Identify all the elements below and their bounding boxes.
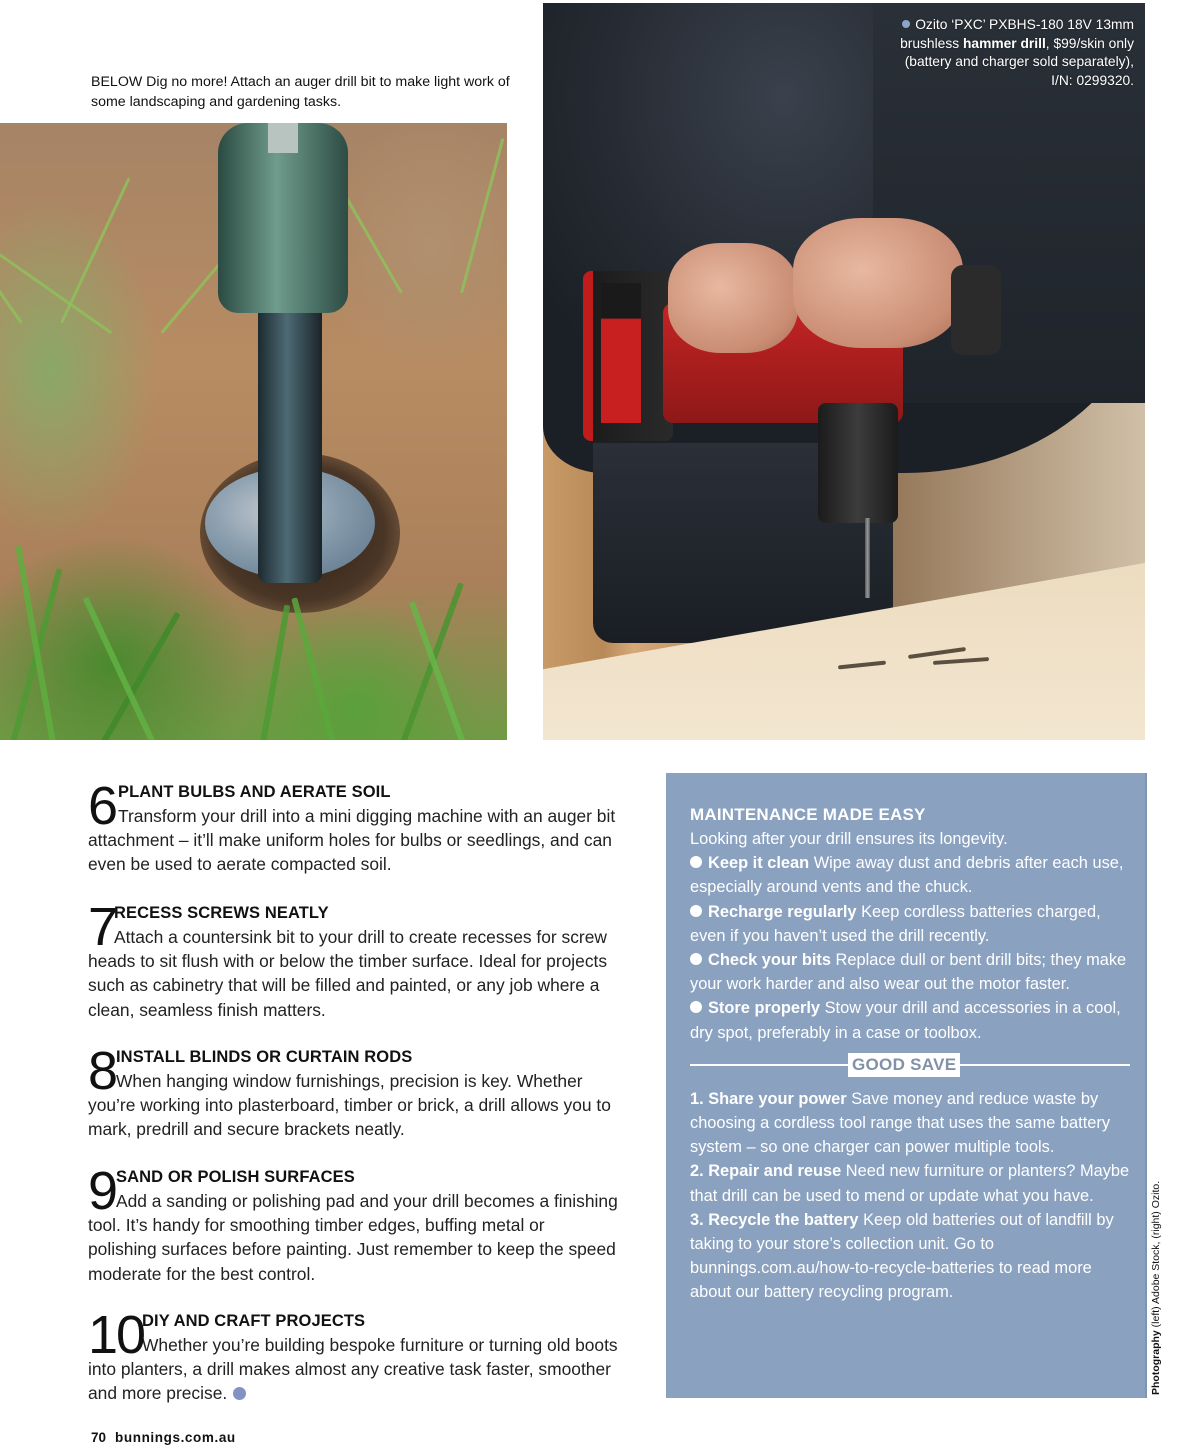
drill-photo	[543, 3, 1145, 740]
tip-title: SAND OR POLISH SURFACES	[116, 1168, 355, 1186]
sidebar-title: MAINTENANCE MADE EASY	[690, 805, 926, 824]
tip-title: INSTALL BLINDS OR CURTAIN RODS	[116, 1048, 413, 1066]
tip-title: RECESS SCREWS NEATLY	[114, 904, 329, 922]
auger-photo	[0, 123, 507, 740]
maintenance-sidebar	[666, 773, 1147, 1398]
bullet-icon	[690, 905, 702, 917]
good-save-label: GOOD SAVE	[848, 1053, 960, 1077]
battery-label	[601, 283, 641, 423]
tip-number: 9	[88, 1161, 117, 1221]
tip-number: 10	[88, 1305, 145, 1365]
page-footer	[91, 1430, 236, 1445]
bullet-icon	[690, 1001, 702, 1013]
caption-dot-icon	[902, 20, 910, 28]
tip-8	[88, 1041, 618, 1142]
tip-6	[88, 776, 618, 877]
tip-number: 6	[88, 776, 117, 836]
left-hand	[668, 243, 798, 353]
tip-body: Attach a countersink bit to your drill to create recesses for screw heads to sit flush with or below the timber surface. Ideal for projects such as cabinetry that will be filled and painted, or any job where a clean, seamless finish matters.	[88, 927, 608, 1020]
good-save-item: 3. Recycle the battery Keep old batteries out of landfill by taking to your store’s collection unit. Go to bunnings.com.au/how-to-recycle-batteries to read more about our battery recycling program.	[690, 1210, 1114, 1302]
sidebar-intro: Looking after your drill ensures its longevity.	[690, 830, 1008, 848]
tip-title: PLANT BULBS AND AERATE SOIL	[118, 783, 391, 801]
website-link[interactable]: bunnings.com.au	[115, 1430, 236, 1445]
tip-number: 8	[88, 1041, 117, 1101]
maintenance-item: Store properly Stow your drill and accessories in a cool, dry spot, preferably in a case or toolbox.	[690, 999, 1121, 1042]
good-save-divider	[690, 1053, 1130, 1077]
end-mark-dot-icon	[233, 1387, 246, 1400]
tip-9	[88, 1161, 618, 1286]
tip-number: 7	[88, 897, 117, 957]
drill-bit	[865, 518, 870, 598]
tip-10	[88, 1305, 618, 1406]
right-photo-caption: Ozito ‘PXC’ PXBHS-180 18V 13mm brushless hammer drill, $99/skin only (battery and charger sold separately), I/N: 0299320.	[900, 17, 1134, 88]
good-save-item: 1. Share your power Save money and reduce waste by choosing a cordless tool range that uses the same battery system – so one charger can power multiple tools.	[690, 1089, 1111, 1157]
wristwatch	[951, 265, 1001, 355]
good-save-item: 2. Repair and reuse Need new furniture or planters? Maybe that drill can be used to mend or update what you have.	[690, 1162, 1130, 1205]
maintenance-item: Keep it clean Wipe away dust and debris after each use, especially around vents and the chuck.	[690, 854, 1124, 897]
bullet-icon	[690, 953, 702, 965]
tip-body: Add a sanding or polishing pad and your drill becomes a finishing tool. It’s handy for smoothing timber edges, buffing metal or polishing surfaces before painting. Just remember to keep the speed moderate for the best control.	[88, 1191, 618, 1284]
page-number: 70	[91, 1430, 107, 1445]
tip-title: DIY AND CRAFT PROJECTS	[142, 1312, 366, 1330]
maintenance-item: Recharge regularly Keep cordless batteries charged, even if you haven’t used the drill recently.	[690, 902, 1101, 945]
tip-body: Transform your drill into a mini digging machine with an auger bit attachment – it’ll make uniform holes for bulbs or seedlings, and can even be used to aerate compacted soil.	[88, 806, 616, 875]
right-hand	[793, 218, 963, 348]
photo-credit: Photography (left) Adobe Stock, (right) Ozito.	[1150, 1180, 1162, 1395]
left-photo-caption: BELOW Dig no more! Attach an auger drill bit to make light work of some landscaping and gardening tasks.	[91, 74, 510, 110]
drill-chuck	[818, 403, 898, 523]
tip-7	[88, 897, 618, 1022]
bullet-icon	[690, 856, 702, 868]
maintenance-item: Check your bits Replace dull or bent drill bits; they make your work harder and also wear out the motor faster.	[690, 951, 1127, 994]
tip-body: Whether you’re building bespoke furniture or turning old boots into planters, a drill makes almost any creative task faster, smoother and more precise.	[88, 1335, 618, 1404]
drill-spindle	[268, 123, 298, 153]
tip-body: When hanging window furnishings, precision is key. Whether you’re working into plasterboard, timber or brick, a drill allows you to mark, predrill and secure brackets neatly.	[88, 1071, 611, 1140]
